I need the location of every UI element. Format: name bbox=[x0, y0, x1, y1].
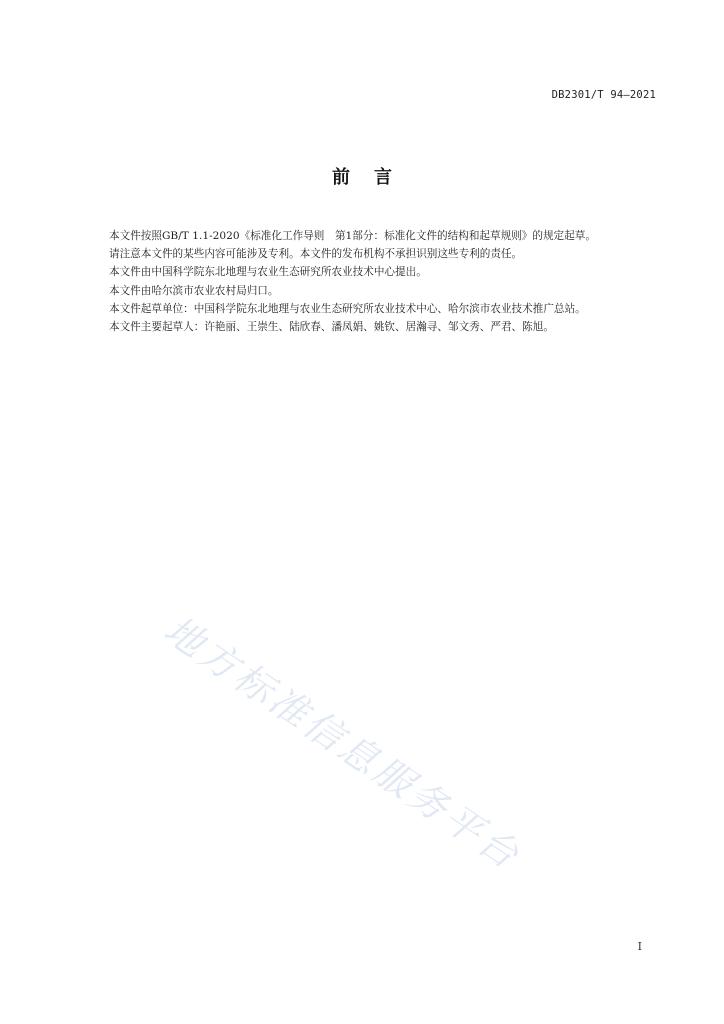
paragraph-drafters: 本文件主要起草人：许艳丽、王崇生、陆欣春、潘凤娟、姚钦、居瀚寻、邹文秀、严君、陈旭。 bbox=[109, 321, 554, 334]
title-char-2: 言 bbox=[374, 167, 392, 188]
title-char-1: 前 bbox=[332, 167, 350, 188]
paragraph-administrator: 本文件由哈尔滨市农业农村局归口。 bbox=[109, 284, 279, 297]
foreword-body bbox=[88, 227, 659, 336]
document-code: DB2301/T 94—2021 bbox=[551, 89, 656, 101]
watermark: 地方标准信息服务平台 bbox=[156, 607, 530, 879]
paragraph-patent-notice: 请注意本文件的某些内容可能涉及专利。本文件的发布机构不承担识别这些专利的责任。 bbox=[109, 248, 523, 261]
paragraph-proposer: 本文件由中国科学院东北地理与农业生态研究所农业技术中心提出。 bbox=[109, 266, 427, 279]
paragraph-drafting-units: 本文件起草单位：中国科学院东北地理与农业生态研究所农业技术中心、哈尔滨市农业技术推广总站。 bbox=[109, 302, 586, 315]
page-title bbox=[0, 163, 724, 189]
page-number: I bbox=[637, 940, 642, 953]
paragraph-standard-basis: 本文件按照GB/T 1.1-2020《标准化工作导则 第1部分：标准化文件的结构和起草规则》的规定起草。 bbox=[109, 230, 596, 242]
